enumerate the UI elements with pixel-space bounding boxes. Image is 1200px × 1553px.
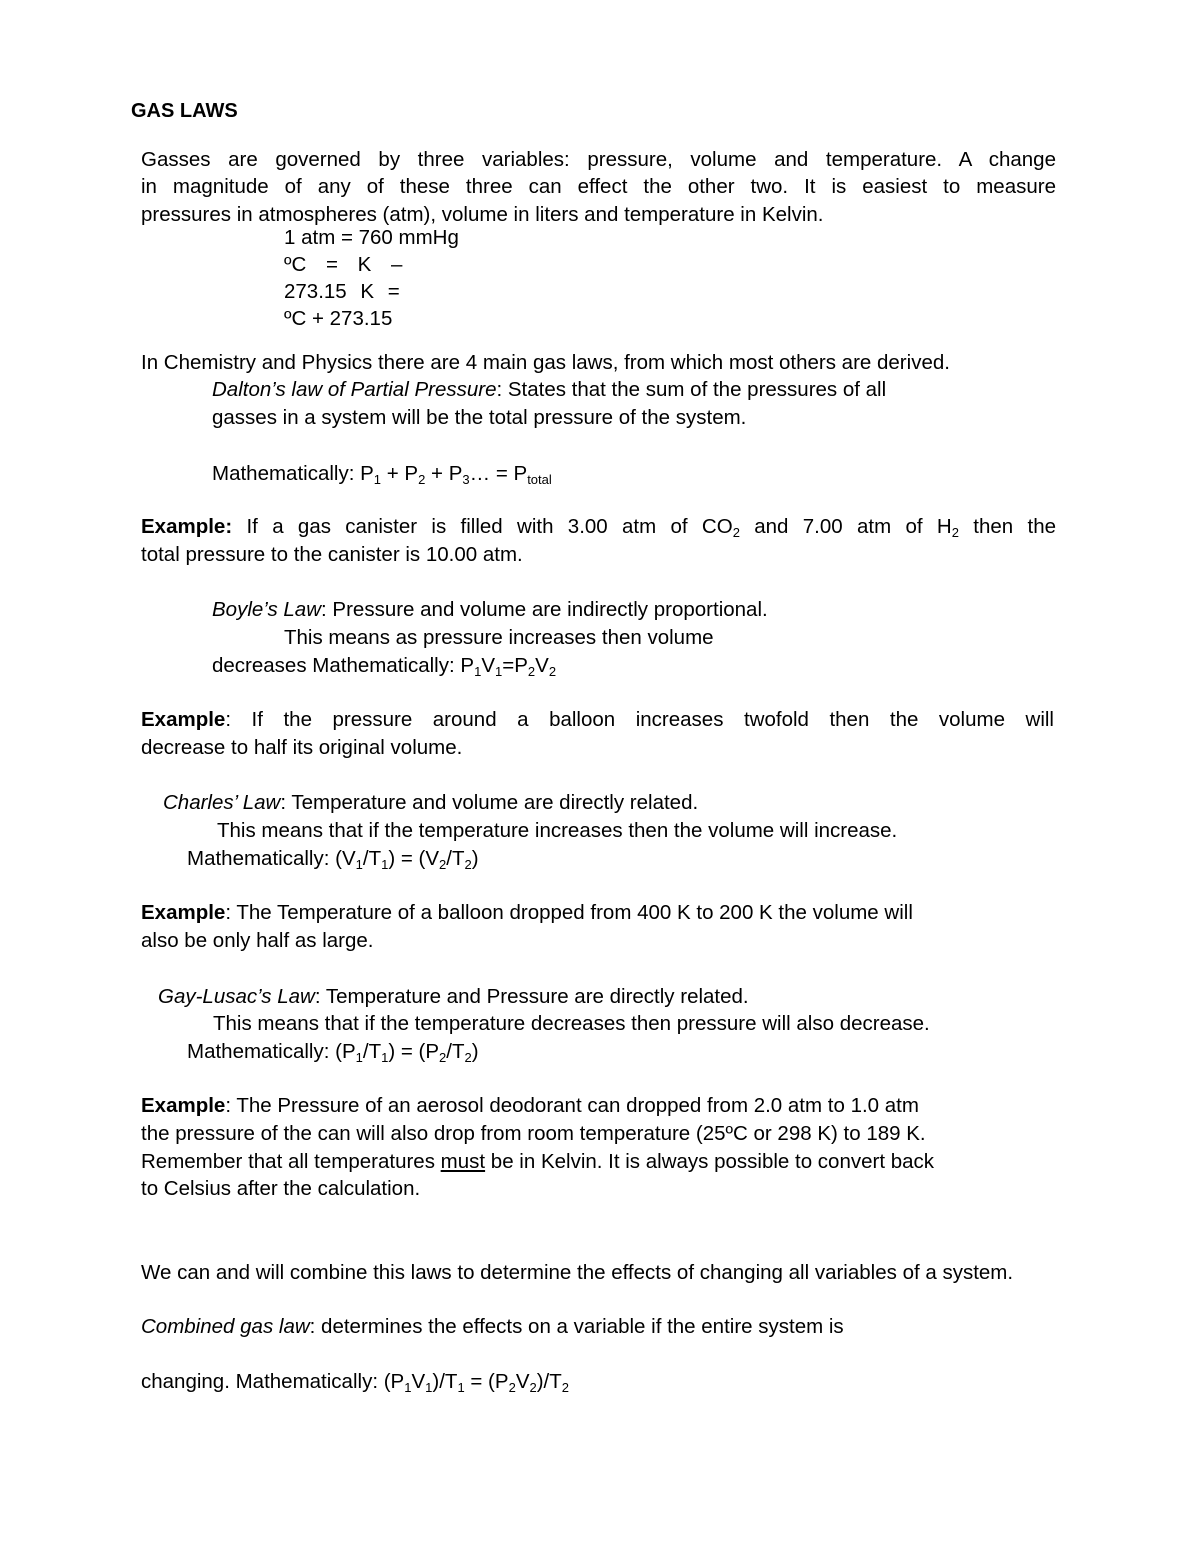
example-label: Example [141, 708, 226, 731]
combine-statement: We can and will combine this laws to determine the effects of changing all variables of a system. [141, 1261, 1014, 1284]
charles-description: Charles’ Law: Temperature and volume are directly related. [163, 791, 699, 814]
conversion-celsius: ºC = K – [284, 253, 403, 276]
charles-description-2: This means that if the temperature increases then the volume will increase. [217, 819, 898, 842]
gaylusac-example-2: the pressure of the can will also drop from room temperature (25ºC or 298 K) to 189 K. [141, 1122, 926, 1145]
charles-example-1: Example: The Temperature of a balloon dropped from 400 K to 200 K the volume will [141, 901, 913, 924]
dalton-example-2: total pressure to the canister is 10.00 atm. [141, 543, 523, 566]
gaylusac-formula: Mathematically: $(P_1/T_1) = (P_2/T_2)$ [187, 1040, 479, 1065]
charles-example-2: also be only half as large. [141, 929, 374, 952]
boyle-formula: decreases Mathematically: $P_1V_1=P_2V_2$ [212, 654, 557, 679]
dalton-example-1: Example: If a gas canister is filled with 3.00 atm of $CO_2$ and 7.00 atm of $H_2$ then the [141, 515, 1056, 540]
conversion-formula: ºC + 273.15 [284, 307, 393, 330]
combined-law-name: Combined gas law [141, 1315, 310, 1338]
example-label: Example [141, 1094, 226, 1117]
charles-law-name: Charles’ Law [163, 791, 281, 814]
intro-line-1: Gasses are governed by three variables: pressure, volume and temperature. A change [141, 148, 1056, 171]
boyle-law-name: Boyle’s Law [212, 598, 322, 621]
combined-formula: changing. Mathematically: $(P_1V_1)/T_1 = (P_2V_2)/T_2$ [141, 1370, 570, 1395]
intro-line-3: pressures in atmospheres (atm), volume in liters and temperature in Kelvin. [141, 203, 824, 226]
example-label: Example [141, 901, 226, 924]
dalton-formula: Mathematically: $P_1 + P_2$ + $P_3\dots = P_{total}$ [212, 462, 552, 487]
boyle-description-2: This means as pressure increases then volume [284, 626, 714, 649]
gaylusac-example-1: Example: The Pressure of an aerosol deodorant can dropped from 2.0 atm to 1.0 atm [141, 1094, 919, 1117]
page-title: GAS LAWS [131, 100, 238, 122]
gaylusac-description-2: This means that if the temperature decreases then pressure will also decrease. [213, 1012, 930, 1035]
boyle-example-2: decrease to half its original volume. [141, 736, 463, 759]
gaylusac-example-3: Remember that all temperatures must be in Kelvin. It is always possible to convert back [141, 1150, 935, 1173]
dalton-description-2: gasses in a system will be the total pressure of the system. [212, 406, 747, 429]
laws-intro: In Chemistry and Physics there are 4 main gas laws, from which most others are derived. [141, 351, 950, 374]
must-emphasis: must [440, 1150, 486, 1173]
combined-description: Combined gas law: determines the effects on a variable if the entire system is [141, 1315, 844, 1338]
gaylusac-example-4: to Celsius after the calculation. [141, 1177, 421, 1200]
example-label: Example: [141, 515, 233, 538]
conversion-atm: 1 atm = 760 mmHg [284, 226, 459, 249]
boyle-example-1: Example: If the pressure around a balloon increases twofold then the volume will [141, 708, 1054, 731]
intro-line-2: in magnitude of any of these three can effect the other two. It is easiest to measure [141, 175, 1056, 198]
boyle-description: Boyle’s Law: Pressure and volume are indirectly proportional. [212, 598, 768, 621]
dalton-description: Dalton’s law of Partial Pressure: States that the sum of the pressures of all [212, 378, 887, 401]
charles-formula: Mathematically: $(V_1/T_1) = (V_2/T_2)$ [187, 847, 479, 872]
conversion-kelvin: 273.15 K = [284, 280, 400, 303]
gaylusac-description: Gay-Lusac’s Law: Temperature and Pressure are directly related. [158, 985, 749, 1008]
gaylusac-law-name: Gay-Lusac’s Law [158, 985, 315, 1008]
dalton-law-name: Dalton’s law of Partial Pressure [212, 378, 497, 401]
